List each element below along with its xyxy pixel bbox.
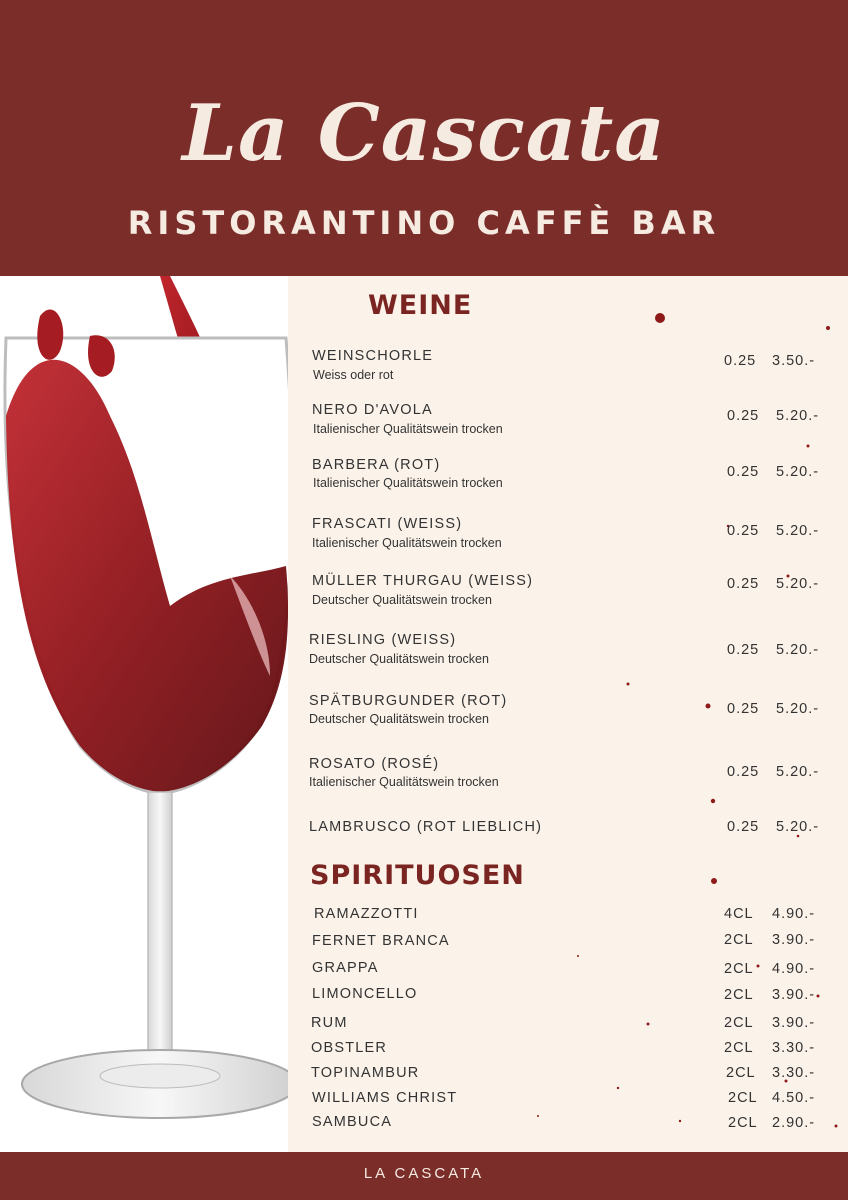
section-title-spirits: SPIRITUOSEN: [310, 860, 525, 891]
item-size: 0.25: [727, 701, 760, 717]
item-size: 2CL: [724, 961, 754, 977]
item-name: NERO D'AVOLA: [312, 402, 433, 418]
item-price: 3.30.-: [772, 1065, 816, 1081]
item-price: 5.20.-: [776, 642, 820, 658]
item-name: WEINSCHORLE: [312, 348, 434, 364]
item-name: RUM: [311, 1015, 348, 1031]
item-size: 2CL: [724, 987, 754, 1003]
footer-text: LA CASCATA: [363, 1165, 485, 1182]
item-name: GRAPPA: [312, 960, 379, 976]
item-name: BARBERA (ROT): [312, 457, 441, 473]
item-desc: Italienischer Qualitätswein trocken: [313, 422, 503, 436]
item-price: 5.20.-: [776, 701, 820, 717]
item-name: RIESLING (WEISS): [309, 632, 457, 648]
item-desc: Weiss oder rot: [313, 368, 394, 382]
item-name: ROSATO (ROSÉ): [309, 756, 440, 772]
item-price: 5.20.-: [776, 819, 820, 835]
item-name: LIMONCELLO: [312, 986, 418, 1002]
section-title-wine: WEINE: [368, 290, 473, 321]
item-price: 4.50.-: [772, 1090, 816, 1106]
item-size: 2CL: [728, 1115, 758, 1131]
item-size: 0.25: [724, 353, 757, 369]
footer: [0, 1152, 848, 1200]
item-size: 2CL: [724, 1015, 754, 1031]
item-size: 4CL: [724, 906, 754, 922]
item-name: OBSTLER: [311, 1040, 388, 1056]
item-size: 2CL: [724, 1040, 754, 1056]
wine-glass-icon: [0, 276, 288, 1152]
item-price: 5.20.-: [776, 408, 820, 424]
item-desc: Deutscher Qualitätswein trocken: [312, 593, 492, 607]
item-name: FERNET BRANCA: [312, 933, 450, 949]
menu-panel: [288, 276, 848, 1152]
brand-logo: La Cascata: [182, 88, 666, 179]
item-price: 5.20.-: [776, 464, 820, 480]
item-size: 2CL: [726, 1065, 756, 1081]
item-desc: Deutscher Qualitätswein trocken: [309, 652, 489, 666]
item-size: 0.25: [727, 642, 760, 658]
item-price: 5.20.-: [776, 523, 820, 539]
item-desc: Deutscher Qualitätswein trocken: [309, 712, 489, 726]
item-name: FRASCATI (WEISS): [312, 516, 463, 532]
item-size: 0.25: [727, 764, 760, 780]
item-size: 0.25: [727, 464, 760, 480]
item-price: 3.90.-: [772, 932, 816, 948]
item-size: 2CL: [724, 932, 754, 948]
item-name: SAMBUCA: [312, 1114, 393, 1130]
item-price: 3.30.-: [772, 1040, 816, 1056]
header: [0, 0, 848, 276]
item-size: 0.25: [727, 819, 760, 835]
item-size: 0.25: [727, 408, 760, 424]
item-price: 5.20.-: [776, 576, 820, 592]
item-price: 3.90.-: [772, 1015, 816, 1031]
item-price: 4.90.-: [772, 906, 816, 922]
item-name: WILLIAMS CHRIST: [312, 1090, 458, 1106]
item-name: RAMAZZOTTI: [314, 906, 419, 922]
item-price: 3.50.-: [772, 353, 816, 369]
item-desc: Italienischer Qualitätswein trocken: [309, 775, 499, 789]
item-name: LAMBRUSCO (ROT LIEBLICH): [309, 819, 543, 835]
item-size: 2CL: [728, 1090, 758, 1106]
item-size: 0.25: [727, 523, 760, 539]
item-desc: Italienischer Qualitätswein trocken: [313, 476, 503, 490]
item-name: MÜLLER THURGAU (WEISS): [312, 573, 534, 589]
item-size: 0.25: [727, 576, 760, 592]
wine-glass-photo: [0, 276, 288, 1152]
tagline: RISTORANTINO CAFFÈ BAR: [127, 204, 721, 242]
item-price: 3.90.-: [772, 987, 816, 1003]
item-desc: Italienischer Qualitätswein trocken: [312, 536, 502, 550]
item-price: 2.90.-: [772, 1115, 816, 1131]
item-name: TOPINAMBUR: [311, 1065, 420, 1081]
item-price: 5.20.-: [776, 764, 820, 780]
item-name: SPÄTBURGUNDER (ROT): [309, 693, 508, 709]
item-price: 4.90.-: [772, 961, 816, 977]
